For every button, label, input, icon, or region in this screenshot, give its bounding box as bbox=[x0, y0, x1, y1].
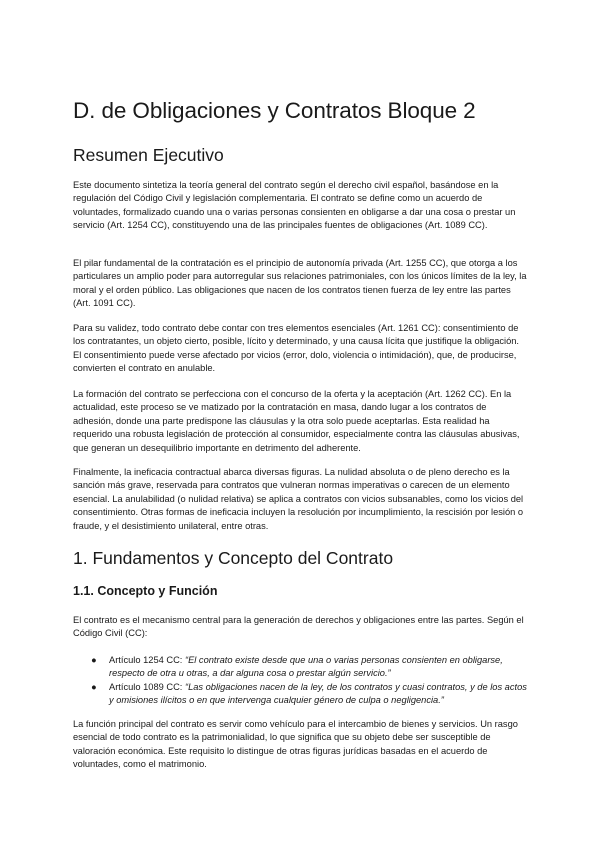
subsection-1-1-heading: 1.1. Concepto y Función bbox=[73, 584, 218, 598]
summary-paragraph-2: El pilar fundamental de la contratación es el principio de autonomía privada (Art. 1255 CC), que otorga a los particulares un amplio poder para autorregular sus relaciones patrimoniales, con los únicos límites de la ley, la moral y el orden público. Las obligaciones que nacen de los contratos tienen fuerza de ley entre las partes (Art. 1091 CC). bbox=[73, 258, 527, 309]
summary-paragraph-4: La formación del contrato se perfecciona con el concurso de la oferta y la aceptación (Art. 1262 CC). En la actualidad, este proceso se ve matizado por la contratación en masa, dando lugar a los contratos de adhesión, donde una parte predispone las cláusulas y la otra solo puede aceptarlas. Esta realidad ha requerido una robusta legislación de protección al consumidor, especialmente contra las cláusulas abusivas, que generan un desequilibrio importante en detrimento del adherente. bbox=[73, 389, 520, 453]
article-label: Artículo 1254 CC: bbox=[109, 655, 185, 665]
article-list bbox=[86, 654, 528, 708]
list-item bbox=[86, 654, 528, 681]
section-1-heading: 1. Fundamentos y Concepto del Contrato bbox=[73, 548, 394, 568]
summary-paragraph-1: Este documento sintetiza la teoría general del contrato según el derecho civil español, basándose en la regulación del Código Civil y legislación complementaria. El contrato se define como un acuerdo de voluntades, formalizado cuando una o varias personas consienten en obligarse a dar una cosa o prestar un servicio (Art. 1254 CC), constituyendo una de las principales fuentes de obligaciones (Art. 1089 CC). bbox=[73, 180, 516, 231]
summary-paragraph-3: Para su validez, todo contrato debe contar con tres elementos esenciales (Art. 1261 CC): consentimiento de los contratantes, un objeto cierto, posible, lícito y determinado, y una causa lícita que justifique la obligación. El consentimiento puede verse afectado por vicios (error, dolo, violencia o intimidación), que, de producirse, convierten el contrato en anulable. bbox=[73, 323, 519, 374]
bullet-icon: ● bbox=[91, 655, 97, 665]
subsection-1-1-intro: El contrato es el mecanismo central para la generación de derechos y obligaciones entre las partes. Según el Código Civil (CC): bbox=[73, 615, 524, 639]
article-quote: “El contrato existe desde que una o varias personas consienten en obligarse, respecto de otra u otras, a dar alguna cosa o prestar algún servicio.” bbox=[109, 655, 503, 679]
list-item bbox=[86, 681, 528, 708]
summary-paragraph-5: Finalmente, la ineficacia contractual abarca diversas figuras. La nulidad absoluta o de pleno derecho es la sanción más grave, reservada para contratos que vulneran normas imperativas o carecen de un elemento esencial. La anulabilidad (o nulidad relativa) se aplica a contratos con vicios subsanables, como los vicios del consentimiento. Otras formas de ineficacia incluyen la resolución por incumplimiento, la rescisión por lesión o fraude, y el desistimiento unilateral, entre otras. bbox=[73, 467, 524, 531]
summary-heading: Resumen Ejecutivo bbox=[73, 145, 224, 165]
bullet-icon: ● bbox=[91, 681, 97, 692]
article-quote: “Las obligaciones nacen de la ley, de los contratos y cuasi contratos, y de los actos y omisiones ilícitos o en que intervenga cualquier género de culpa o negligencia.” bbox=[109, 681, 527, 706]
subsection-1-1-closing: La función principal del contrato es servir como vehículo para el intercambio de bienes y servicios. Un rasgo esencial de todo contrato es la patrimonialidad, lo que significa que su objeto debe ser susceptible de valoración económica. Este requisito lo distingue de otras figuras jurídicas basadas en el acuerdo de voluntades, como el matrimonio. bbox=[73, 719, 518, 770]
article-label: Artículo 1089 CC: bbox=[109, 681, 185, 692]
document-title: D. de Obligaciones y Contratos Bloque 2 bbox=[73, 98, 476, 123]
